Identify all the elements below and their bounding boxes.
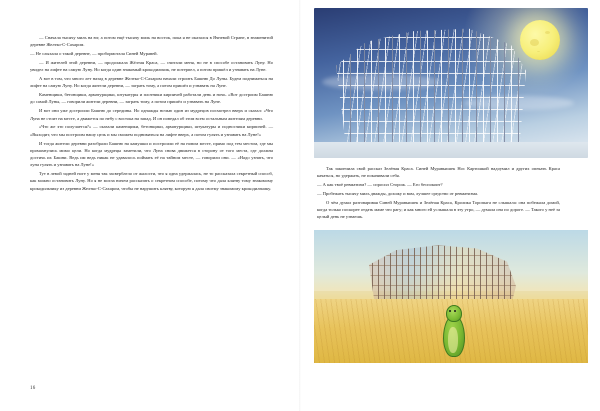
body-text-column	[30, 34, 273, 192]
tower-structure	[336, 26, 526, 158]
paragraph: О чём думал разговаривая Синей Муравьишек и Зелёная Краса, Кролика Торопыга не слышала: она побежала домой, когда только поскорее отдать маме что рагу; и как много ей услышала в эту утро, — думала она по дороге. — Такого у неё за целый день не узнаешь.	[317, 199, 560, 220]
right-page	[300, 0, 600, 411]
paragraph: И тогда жители деревни разобрали Башню на камушки и построили её на новом месте, прямо под тем местом, где мы промахнулись мимо цели. Но когда мудрецы заметили, что Луна снова движется в сторону от того места, где должна достичь их Башни. Ведь им ведь никак не удавалось поймать её на тайном месте, — говорили они. — «Надо узнать, что луна гулять и узнавать на Луне!»	[30, 140, 273, 168]
page-number: 16	[30, 386, 36, 391]
illustration-day-tower	[314, 230, 588, 363]
paragraph: И вот они уже достроили Башню до середины. Но однажды ночью один из мудрецов посмотрел вверх и сказал: «Что Луна не стоит на месте, а движется по небу с востока на запад. И он поведал об этом всем остальным жителям деревни.	[30, 108, 273, 121]
paragraph: Тут в левой задней ноге у меня так засверблело от жалости, что я одна удержалась, не то рассказала секретный способ, как можно остановить Луну. Но я не могла ничем рассказать о секретном способе, потому что дала клятву тому знакомому крокодильчику из деревни Желтко-С-Сахаром, чтобы не нарушить клятву, которую я дала своему знакомому крокодильчику.	[30, 171, 273, 191]
ground-band	[314, 142, 588, 158]
caption-text-column	[317, 165, 560, 221]
tower-posts	[336, 26, 526, 158]
illustration-night-tower	[314, 8, 588, 158]
crocodile-head	[446, 305, 462, 322]
paragraph: — А как твоё ревматизм? — спросил Сторож. — Его беспокоит?	[317, 182, 443, 188]
paragraph: Каменщики, бетонщики, арматурщики, штукатуры и плотники кирпичей работали день и ночь. «Вот достроим Башню до самой Луны, — говорили жители деревни, — заграть тому, а потом пришёл и узнавать на Луне.	[30, 92, 273, 105]
paragraph: А вот в том, что много лет назад в деревне Желтко-С-Сахаром начали строить Башню До Луны. Будем подниматься на лифте на самую Луну. Но когда жители деревни, — заграть тому, а потом пришёл и узнавать на Луне.	[30, 76, 273, 89]
paragraph: «Что же это получается?» — сказали каменщики, бетонщики, арматурщики, штукатуры и подносчики кирпичей. — «Выходит, что мы построим нашу цель и мы сможем подниматься на лифте вверх, а потом гулять и узнавать на Луне!»	[30, 124, 273, 137]
paragraph: — Не слыхала о такой деревне, — пробормотала Синей Муравей.	[30, 51, 158, 57]
crocodile-belly	[448, 327, 458, 353]
paragraph: — Пробежать тысячу миль дважды, дохожу и вам, лучшее средство от ревматизма.	[317, 190, 479, 196]
paragraph: Так закончила свой рассказ Зелёная Краса. Синей Муравьишек Нос Картошкой надоумил и других опекать Краса качаться, но удержать, не покачивали себя.	[317, 166, 560, 179]
paragraph: — И жителей этой деревни, — продолжала Жёлтая Краса, — считали меня, но не в способе остановить Луну. Но увидел на лифте на самую Луну. Но когда один знакомый крокодильчик, не потерпел, а потом пришёл и узнавать на Луне.	[30, 59, 273, 73]
crocodile-figure	[440, 305, 466, 357]
paragraph: — Сначала тысячу миль на юг, а потом ещё тысячу миль на восток, пока я не оказался в Ячневой Стране, в знаменитой деревне Желтко-С-Сахаром.	[30, 35, 273, 48]
moon-icon	[520, 20, 560, 60]
